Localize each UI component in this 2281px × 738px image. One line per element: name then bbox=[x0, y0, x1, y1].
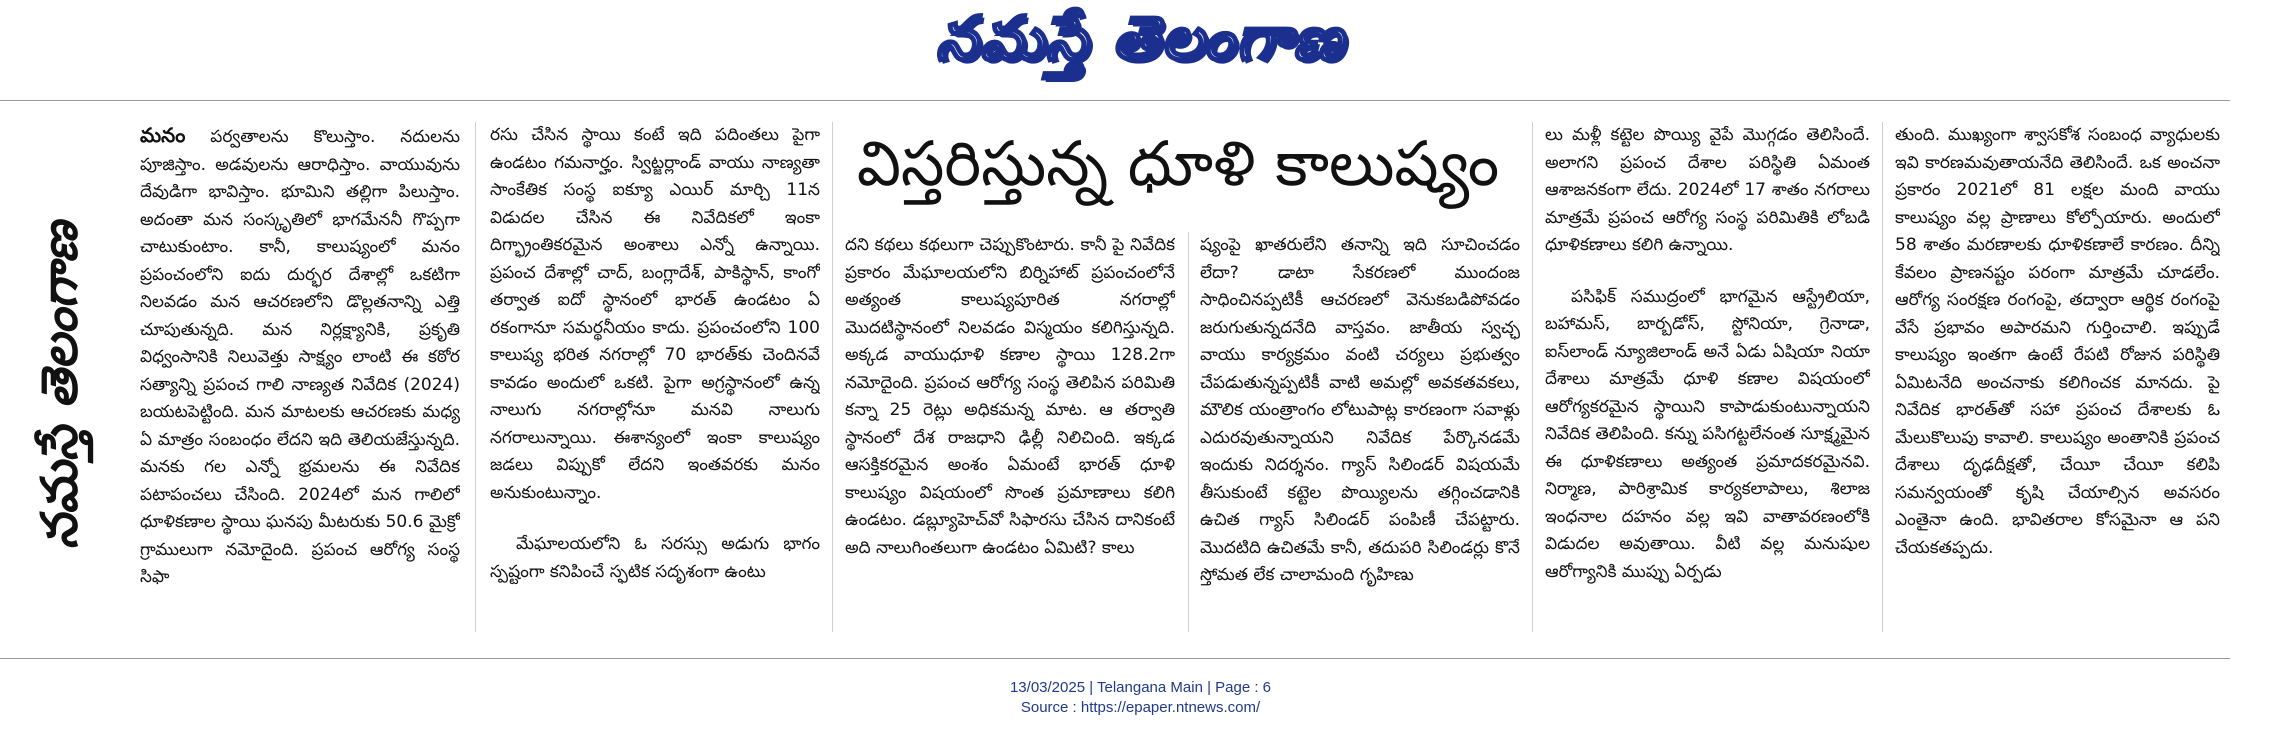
side-logo bbox=[16, 180, 116, 590]
side-logo-text: నమస్తే తెలంగాణ bbox=[30, 221, 89, 549]
paragraph: లు మళ్లీ కట్టెల పొయ్యి వైపే మొగ్గడం తెలిసిందే. అలాగని ప్రపంచ దేశాల పరిస్థితి ఏమంత ఆశాజనకంగా లేదు. 2024లో 17 శాతం నగరాలు మాత్రమే ప్రపంచ ఆరోగ్య సంస్థ పరిమితికి లోబడి ధూళికణాలు కలిగి ఉన్నాయి. bbox=[1545, 125, 1870, 255]
paragraph-text: పర్వతాలను కొలుస్తాం. నదులను పూజిస్తాం. అడవులను ఆరాధిస్తాం. వాయువును దేవుడిగా భావిస్తాం. భూమిని తల్లిగా పిలుస్తాం. అదంతా మన సంస్కృతిలో భాగమేననీ గొప్పగా చాటుకుంటాం. కానీ, కాలుష్యంలో మనం ప్రపంచంలోని ఐదు దుర్భర దేశాల్లో ఒకటిగా నిలవడం మన ఆచరణలోని డొల్లతనాన్ని ఎత్తి చూపుతున్నది. మన నిర్లక్ష్యానికి, ప్రకృతి విధ్వంసానికి నిలువెత్తు సాక్ష్యం లాంటి ఈ కఠోర సత్యాన్ని ప్రపంచ గాలి నాణ్యత నివేదిక (2024) బయటపెట్టింది. మన మాటలకు ఆచరణకు మధ్య ఏ మాత్రం సంబంధం లేదని ఇది తెలియజేస్తున్నది. మనకు గల ఎన్నో భ్రమలను ఈ నివేదిక పటాపంచలు చేసింది. 2024లో మన గాలిలో ధూళికణాల స్థాయి ఘనపు మీటరుకు 50.6 మైక్రో గ్రాములుగా నమోదైంది. ప్రపంచ ఆరోగ్య సంస్థ సిఫా bbox=[140, 127, 460, 587]
headline: విస్తరిస్తున్న ధూళి కాలుష్యం bbox=[856, 127, 1500, 200]
article-column-5 bbox=[1545, 122, 1870, 642]
paragraph: ష్యంపై ఖాతరులేని తనాన్ని ఇది సూచించడం లేదా? డాటా సేకరణలో ముందంజ సాధించినప్పటికీ ఆచరణలో వెనుకబడిపోవడం జరుగుతున్నదనేది వాస్తవం. జాతీయ స్వచ్ఛ వాయు కార్యక్రమం వంటి చర్యలు ప్రభుత్వం చేపడుతున్నప్పటికీ వాటి అమల్లో అవకతవకలు, మౌలిక యంత్రాంగం లోటుపాట్ల కారణంగా సవాళ్లు ఎదురవుతున్నాయని నివేదిక పేర్కొనడమే ఇందుకు నిదర్శనం. గ్యాస్ సిలిండర్ విషయమే తీసుకుంటే కట్టెల పొయ్యిలను తగ్గించడానికి ఉచిత గ్యాస్ సిలిండర్ పంపిణీ చేపట్టారు. మొదటిది ఉచితమే కానీ, తదుపరి సిలిండర్లు కొనే స్తోమత లేక చాలామంది గృహిణు bbox=[1200, 235, 1520, 585]
bottom-rule bbox=[0, 658, 2230, 659]
paragraph: మేఘాలయలోని ఓ సరస్సు అడుగు భాగం స్పష్టంగా కనిపించే స్ఫటిక సదృశంగా ఉంటు bbox=[490, 534, 820, 582]
masthead bbox=[0, 0, 2281, 92]
footer bbox=[0, 678, 2281, 718]
top-rule bbox=[0, 100, 2230, 101]
paragraph: రసు చేసిన స్థాయి కంటే ఇది పదింతలు పైగా ఉండటం గమనార్హం. స్విట్జర్లాండ్ వాయు నాణ్యతా సాంకేతిక సంస్థ ఐక్యూ ఎయిర్ మార్చి 11న విడుదల చేసిన ఈ నివేదికలో ఇంకా దిగ్భ్రాంతికరమైన అంశాలు ఎన్నో ఉన్నాయి. ప్రపంచ దేశాల్లో చాద్, బంగ్లాదేశ్, పాకిస్థాన్, కాంగో తర్వాత ఐదో స్థానంలో భారత్ ఉండటం ఏ రకంగానూ సమర్థనీయం కాదు. ప్రపంచంలోని 100 కాలుష్య భరిత నగరాల్లో 70 భారత్‌కు చెందినవే కావడం అందులో ఒకటి. పైగా అగ్రస్థానంలో ఉన్న నాలుగు నగరాల్లోనూ మనవి నాలుగు నగరాలున్నాయి. ఈశాన్యంలో ఇంకా కాలుష్యం జడలు విప్పుకో లేదని ఇంతవరకు మనం అనుకుంటున్నాం. bbox=[490, 125, 820, 503]
column-divider bbox=[1532, 122, 1533, 632]
masthead-title: నమస్తే తెలంగాణ bbox=[935, 4, 1346, 74]
article-column-1 bbox=[140, 122, 460, 642]
paragraph: తుంది. ముఖ్యంగా శ్వాసకోశ సంబంధ వ్యాధులకు ఇవి కారణమవుతాయనేది తెలిసిందే. ఒక అంచనా ప్రకారం 2021లో 81 లక్షల మంది వాయు కాలుష్యం వల్ల ప్రాణాలు కోల్పోయారు. అందులో 58 శాతం మరణాలకు ధూళికణాలే కారణం. దీన్ని కేవలం ప్రాణనష్టం పరంగా మాత్రమే చూడలేం. ఆరోగ్య సంరక్షణ రంగంపై, తద్వారా ఆర్థిక రంగంపై వేసే ప్రభావం అపారమని గుర్తించాలి. ఇప్పుడే కాలుష్యం ఇంతగా ఉంటే రేపటి రోజున పరిస్థితి ఏమిటనేది అంచనాకు కలిగించక మానదు. పై నివేదిక భారత్‌తో సహా ప్రపంచ దేశాలకు ఓ మేలుకొలుపు కావాలి. కాలుష్యం అంతానికి ప్రపంచ దేశాలు దృఢదీక్షతో, చేయీ చేయీ కలిపి సమన్వయంతో కృషి చేయాల్సిన అవసరం ఎంతైనా ఉంది. భావితరాల కోసమైనా ఆ పని చేయకతప్పదు. bbox=[1895, 125, 2220, 558]
article-column-4 bbox=[1200, 232, 1520, 642]
column-divider bbox=[1882, 122, 1883, 632]
paragraph: దని కథలు కథలుగా చెప్పుకొంటారు. కానీ పై నివేదిక ప్రకారం మేఘాలయలోని బిర్నిహాట్ ప్రపంచంలోనే అత్యంత కాలుష్యపూరిత నగరాల్లో మొదటిస్థానంలో నిలవడం విస్మయం కలిగిస్తున్నది. అక్కడ వాయుధూళి కణాల స్థాయి 128.2గా నమోదైంది. ప్రపంచ ఆరోగ్య సంస్థ తెలిపిన పరిమితి కన్నా 25 రెట్లు అధికమన్న మాట. ఆ తర్వాతి స్థానంలో దేశ రాజధాని ఢిల్లీ నిలిచింది. ఇక్కడ ఆసక్తికరమైన అంశం ఏమంటే భారత్ ధూళి కాలుష్యం విషయంలో సొంత ప్రమాణాలు కలిగి ఉండటం. డబ్ల్యూహెచ్‌వో సిఫారసు చేసిన దానికంటే అది నాలుగింతలుగా ఉండటం ఏమిటి? కాలు bbox=[845, 235, 1175, 558]
footer-edition-info: 13/03/2025 | Telangana Main | Page : 6 bbox=[1009, 679, 1272, 696]
paragraph bbox=[140, 122, 460, 592]
column-divider bbox=[1188, 232, 1189, 632]
article-column-2 bbox=[490, 122, 820, 642]
column-divider bbox=[475, 122, 476, 632]
article-column-6 bbox=[1895, 122, 2220, 642]
column-divider bbox=[832, 122, 833, 632]
paragraph: పసిఫిక్ సముద్రంలో భాగమైన ఆస్ట్రేలియా, బహామస్, బార్బడోస్, స్టోనియా, గ్రెనాడా, ఐస్‌లాండ్ న్యూజిలాండ్ అనే ఏడు ఏషియా నియా దేశాలు మాత్రమే ధూళి కణాల విషయంలో ఆరోగ్యకరమైన స్థాయిని కాపాడుకుంటున్నాయని నివేదిక తెలిపింది. కన్ను పసిగట్టలేనంత సూక్ష్మమైన ఈ ధూళికణాలు అత్యంత ప్రమాదకరమైనవి. నిర్మాణ, పారిశ్రామిక కార్యకలాపాలు, శిలాజ ఇంధనాల దహనం వల్ల ఇవి వాతావరణంలోకి విడుదల అవుతాయి. వీటి వల్ల మనుషుల ఆరోగ్యానికి ముప్పు ఏర్పడు bbox=[1545, 286, 1870, 582]
lead-word: మనం bbox=[140, 123, 186, 147]
footer-source: Source : https://epaper.ntnews.com/ bbox=[1020, 699, 1261, 716]
article-column-3 bbox=[845, 232, 1175, 642]
